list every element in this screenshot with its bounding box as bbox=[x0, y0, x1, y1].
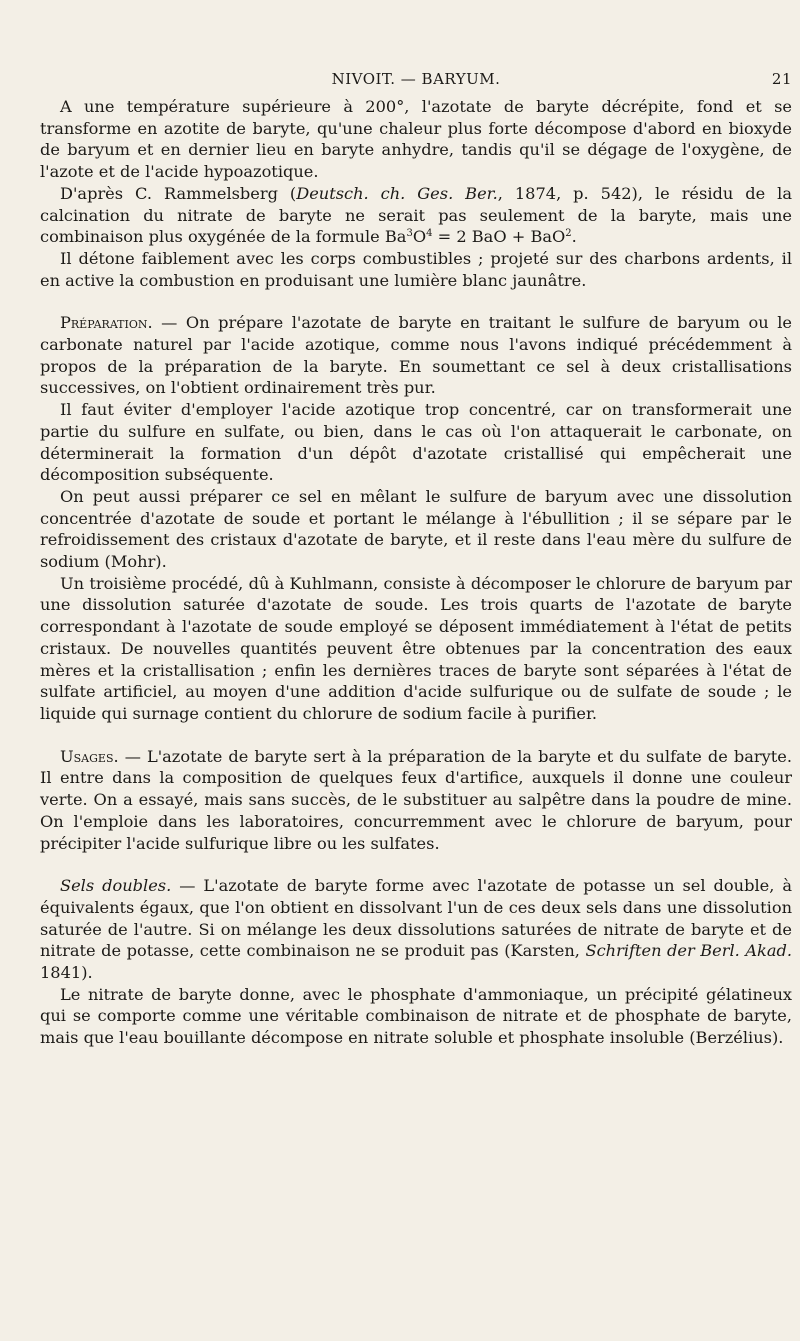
page-body bbox=[40, 96, 792, 1049]
running-title: NIVOIT. — BARYUM. bbox=[331, 70, 501, 88]
paragraph-usages bbox=[40, 746, 792, 855]
text-run: . bbox=[571, 227, 577, 247]
formula-superscript: 2 bbox=[565, 228, 572, 240]
section-heading-usages: Usages. bbox=[60, 746, 119, 766]
text-run: , 1874, p. 542), le résidu de la calcination du nitrate de baryte ne serait pas seulement de la baryte, mais une combinaison plus oxygénée de la formule Ba bbox=[40, 183, 792, 247]
citation: Deutsch. ch. Ges. Ber. bbox=[296, 183, 498, 203]
paragraph-thermal-decomposition: A une température supérieure à 200°, l'azotate de baryte décrépite, fond et se transforme en azotite de baryte, qu'une chaleur plus forte décompose d'abord en bioxyde de baryum et en dernier lieu en baryte anhydre, tandis qu'il se dégage de l'oxygène, de l'azote et de l'acide hypoazotique. bbox=[40, 97, 792, 182]
text-run: — L'azotate de baryte forme avec l'azotate de potasse un sel double, à équivalents égaux, que l'on obtient en dissolvant l'un de ces deux sels dans une dissolution saturée de l'autre. Si on mélange les deux dissolutions saturées de nitrate de baryte et de nitrate de potasse, cette combinaison ne se produit pas (Karsten, bbox=[40, 876, 792, 961]
section-heading-preparation: Préparation. bbox=[60, 313, 153, 333]
text-run: — L'azotate de baryte sert à la préparation de la baryte et du sulfate de baryte. Il entre dans la composition de quelques feux d'artifice, auxquels il donne une couleur verte. On a essayé, mais sans succès, de le substituer au salpêtre dans la poudre de mine. On l'emploie dans les laboratoires, concurremment avec le chlorure de baryum, pour précipiter l'acide sulfurique libre ou les sulfates. bbox=[40, 746, 792, 853]
paragraph-mohr-method: On peut aussi préparer ce sel en mêlant le sulfure de baryum avec une dissolution concentrée d'azotate de soude et portant le mélange à l'ébullition ; il se sépare par le refroidissement des cristaux d'azotate de baryte, et il reste dans l'eau mère du sulfure de sodium (Mohr). bbox=[40, 486, 792, 572]
page-number: 21 bbox=[771, 70, 792, 88]
paragraph-kuhlmann-method: Un troisième procédé, dû à Kuhlmann, consiste à décomposer le chlorure de baryum par une dissolution saturée d'azotate de soude. Les trois quarts de l'azotate de baryte correspondant à l'azotate de soude employé se déposent immédiatement à l'état de petits cristaux. De nouvelles quantités peuvent être obtenues par la concentration des eaux mères et la cristallisation ; enfin les dernières traces de baryte sont séparées à l'état de sulfate artificiel, au moyen d'une addition d'acide sulfurique ou de sulfate de soude ; le liquide qui surnage contient du chlorure de sodium facile à purifier. bbox=[40, 573, 792, 723]
citation: Schriften der Berl. Akad. bbox=[585, 941, 792, 961]
text-run: = 2 BaO + BaO bbox=[432, 227, 566, 247]
section-heading-double-salts: Sels doubles. bbox=[60, 876, 172, 896]
paragraph-phosphate: Le nitrate de baryte donne, avec le phosphate d'ammoniaque, un précipité gélatineux qui se comporte comme une véritable combinaison de nitrate et de phosphate de baryte, mais que l'eau bouillante décompose en nitrate soluble et phosphate insoluble (Berzélius). bbox=[40, 984, 792, 1048]
text-run: O bbox=[412, 227, 427, 247]
formula-superscript: 3 bbox=[406, 228, 413, 240]
paragraph-combustion: Il détone faiblement avec les corps combustibles ; projeté sur des charbons ardents, il en active la combustion en produisant une lumière blanc jaunâtre. bbox=[40, 248, 792, 290]
text-run: — On prépare l'azotate de baryte en traitant le sulfure de baryum ou le carbonate naturel par l'acide azotique, comme nous l'avons indiqué précédemment à propos de la préparation de la baryte. En soumettant ce sel à deux cristallisations successives, on l'obtient ordinairement très pur. bbox=[40, 313, 792, 398]
paragraph-preparation bbox=[40, 312, 792, 399]
running-header bbox=[40, 70, 792, 94]
text-run: D'après C. Rammelsberg ( bbox=[60, 183, 297, 203]
paragraph-rammelsberg bbox=[40, 183, 792, 248]
text-run: 1841). bbox=[40, 963, 93, 983]
paragraph-acid-caution: Il faut éviter d'employer l'acide azotique trop concentré, car on transformerait une partie du sulfure en sulfate, ou bien, dans le cas où l'on attaquerait le carbonate, on déterminerait la formation d'un dépôt d'azotate cristallisé qui empêcherait une décomposition subséquente. bbox=[40, 400, 792, 485]
formula-superscript: 4 bbox=[426, 228, 433, 240]
paragraph-double-salts bbox=[40, 875, 792, 984]
